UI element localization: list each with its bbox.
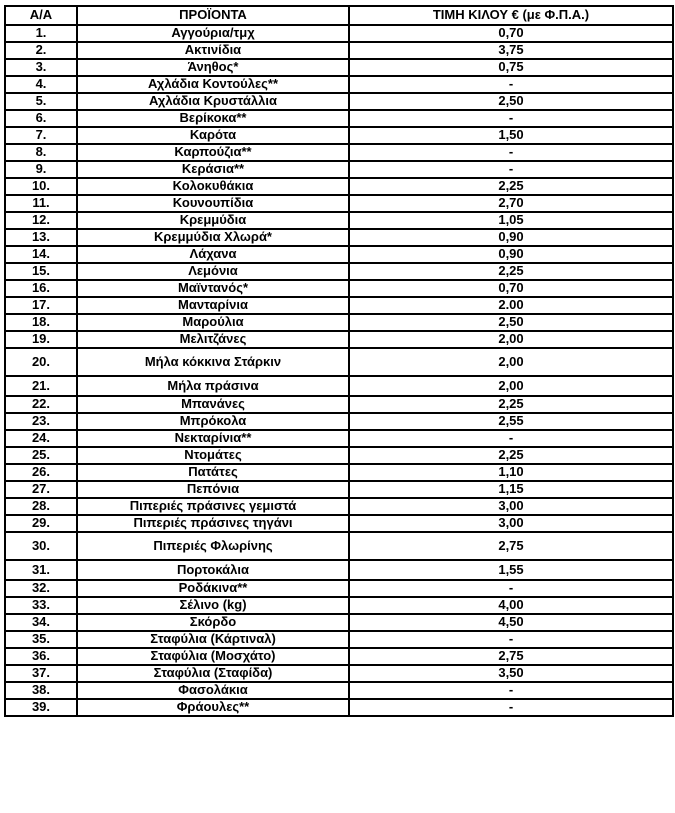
- table-row: [5, 314, 673, 331]
- cell-index: 8.: [5, 144, 77, 161]
- table-row: [5, 42, 673, 59]
- cell-product: Μπανάνες: [77, 396, 349, 413]
- cell-index: 36.: [5, 648, 77, 665]
- table-row: [5, 464, 673, 481]
- cell-price: -: [349, 631, 673, 648]
- table-row: [5, 229, 673, 246]
- cell-index: 33.: [5, 597, 77, 614]
- table-row: [5, 376, 673, 396]
- cell-index: 12.: [5, 212, 77, 229]
- cell-product: Μελιτζάνες: [77, 331, 349, 348]
- cell-price: 2,70: [349, 195, 673, 212]
- cell-index: 2.: [5, 42, 77, 59]
- cell-product: Σταφύλια (Κάρτιναλ): [77, 631, 349, 648]
- cell-price: 2,25: [349, 263, 673, 280]
- cell-price: 4,50: [349, 614, 673, 631]
- cell-price: 2,25: [349, 447, 673, 464]
- cell-product: Βερίκοκα**: [77, 110, 349, 127]
- cell-price: 1,10: [349, 464, 673, 481]
- cell-price: 2,50: [349, 93, 673, 110]
- cell-product: Φασολάκια: [77, 682, 349, 699]
- cell-price: 1,50: [349, 127, 673, 144]
- header-row: [5, 6, 673, 25]
- cell-index: 14.: [5, 246, 77, 263]
- cell-index: 11.: [5, 195, 77, 212]
- table-row: [5, 481, 673, 498]
- cell-price: 0,70: [349, 25, 673, 42]
- cell-index: 9.: [5, 161, 77, 178]
- cell-index: 38.: [5, 682, 77, 699]
- cell-product: Μήλα κόκκινα Στάρκιν: [77, 348, 349, 376]
- cell-price: 3,50: [349, 665, 673, 682]
- cell-index: 3.: [5, 59, 77, 76]
- cell-index: 10.: [5, 178, 77, 195]
- cell-product: Ντομάτες: [77, 447, 349, 464]
- cell-product: Σταφύλια (Σταφίδα): [77, 665, 349, 682]
- cell-price: 4,00: [349, 597, 673, 614]
- cell-index: 17.: [5, 297, 77, 314]
- cell-price: 0,75: [349, 59, 673, 76]
- cell-price: -: [349, 144, 673, 161]
- cell-index: 20.: [5, 348, 77, 376]
- cell-price: -: [349, 161, 673, 178]
- cell-index: 35.: [5, 631, 77, 648]
- table-row: [5, 59, 673, 76]
- cell-product: Αχλάδια Κοντούλες**: [77, 76, 349, 93]
- cell-product: Κρεμμύδια Χλωρά*: [77, 229, 349, 246]
- cell-index: 16.: [5, 280, 77, 297]
- column-header-price: ΤΙΜΗ ΚΙΛΟΥ € (με Φ.Π.Α.): [349, 6, 673, 25]
- cell-product: Αχλάδια Κρυστάλλια: [77, 93, 349, 110]
- cell-product: Κεράσια**: [77, 161, 349, 178]
- cell-price: 1,55: [349, 560, 673, 580]
- cell-index: 21.: [5, 376, 77, 396]
- cell-price: 2,00: [349, 376, 673, 396]
- cell-index: 30.: [5, 532, 77, 560]
- table-row: [5, 665, 673, 682]
- cell-price: -: [349, 699, 673, 716]
- cell-price: 2,75: [349, 648, 673, 665]
- cell-index: 27.: [5, 481, 77, 498]
- table-row: [5, 580, 673, 597]
- table-row: [5, 430, 673, 447]
- column-header-product: ΠΡΟΪΟΝΤΑ: [77, 6, 349, 25]
- cell-price: -: [349, 430, 673, 447]
- cell-product: Αγγούρια/τμχ: [77, 25, 349, 42]
- cell-product: Λάχανα: [77, 246, 349, 263]
- cell-product: Πιπεριές πράσινες τηγάνι: [77, 515, 349, 532]
- cell-index: 32.: [5, 580, 77, 597]
- cell-price: 3,75: [349, 42, 673, 59]
- cell-price: 2,75: [349, 532, 673, 560]
- table-row: [5, 25, 673, 42]
- cell-price: 2,00: [349, 348, 673, 376]
- cell-price: 2,25: [349, 178, 673, 195]
- cell-price: 2,00: [349, 331, 673, 348]
- cell-index: 1.: [5, 25, 77, 42]
- cell-product: Σέλινο (kg): [77, 597, 349, 614]
- cell-product: Μήλα πράσινα: [77, 376, 349, 396]
- cell-product: Πεπόνια: [77, 481, 349, 498]
- table-row: [5, 597, 673, 614]
- cell-product: Κρεμμύδια: [77, 212, 349, 229]
- cell-product: Ροδάκινα**: [77, 580, 349, 597]
- cell-price: 2.00: [349, 297, 673, 314]
- cell-price: 1,15: [349, 481, 673, 498]
- cell-product: Πατάτες: [77, 464, 349, 481]
- table-row: [5, 110, 673, 127]
- cell-index: 28.: [5, 498, 77, 515]
- table-row: [5, 178, 673, 195]
- cell-product: Μαϊντανός*: [77, 280, 349, 297]
- cell-index: 39.: [5, 699, 77, 716]
- table-header: [5, 6, 673, 25]
- cell-price: -: [349, 682, 673, 699]
- table-row: [5, 498, 673, 515]
- table-row: [5, 699, 673, 716]
- cell-price: -: [349, 110, 673, 127]
- cell-price: 0,90: [349, 246, 673, 263]
- table-row: [5, 280, 673, 297]
- table-row: [5, 560, 673, 580]
- cell-index: 26.: [5, 464, 77, 481]
- cell-product: Μανταρίνια: [77, 297, 349, 314]
- cell-price: 0,70: [349, 280, 673, 297]
- table-row: [5, 161, 673, 178]
- column-header-index: Α/Α: [5, 6, 77, 25]
- table-row: [5, 348, 673, 376]
- cell-index: 29.: [5, 515, 77, 532]
- cell-product: Πιπεριές πράσινες γεμιστά: [77, 498, 349, 515]
- cell-price: 2,50: [349, 314, 673, 331]
- table-row: [5, 127, 673, 144]
- cell-index: 19.: [5, 331, 77, 348]
- cell-index: 34.: [5, 614, 77, 631]
- cell-product: Κολοκυθάκια: [77, 178, 349, 195]
- cell-index: 23.: [5, 413, 77, 430]
- cell-index: 6.: [5, 110, 77, 127]
- table-row: [5, 331, 673, 348]
- cell-index: 4.: [5, 76, 77, 93]
- table-row: [5, 297, 673, 314]
- cell-price: 0,90: [349, 229, 673, 246]
- cell-index: 13.: [5, 229, 77, 246]
- cell-index: 18.: [5, 314, 77, 331]
- cell-product: Ακτινίδια: [77, 42, 349, 59]
- cell-index: 22.: [5, 396, 77, 413]
- table-row: [5, 93, 673, 110]
- cell-index: 24.: [5, 430, 77, 447]
- table-row: [5, 246, 673, 263]
- cell-product: Νεκταρίνια**: [77, 430, 349, 447]
- cell-price: 3,00: [349, 515, 673, 532]
- table-row: [5, 532, 673, 560]
- cell-product: Φράουλες**: [77, 699, 349, 716]
- cell-price: 2,25: [349, 396, 673, 413]
- table-body: [5, 25, 673, 716]
- cell-product: Άνηθος*: [77, 59, 349, 76]
- table-row: [5, 614, 673, 631]
- cell-product: Σταφύλια (Μοσχάτο): [77, 648, 349, 665]
- cell-index: 7.: [5, 127, 77, 144]
- table-row: [5, 76, 673, 93]
- cell-product: Καρότα: [77, 127, 349, 144]
- table-row: [5, 144, 673, 161]
- cell-price: 1,05: [349, 212, 673, 229]
- table-row: [5, 263, 673, 280]
- cell-index: 37.: [5, 665, 77, 682]
- price-table: [4, 5, 674, 717]
- cell-price: 3,00: [349, 498, 673, 515]
- cell-index: 31.: [5, 560, 77, 580]
- cell-index: 25.: [5, 447, 77, 464]
- cell-index: 15.: [5, 263, 77, 280]
- table-row: [5, 447, 673, 464]
- table-row: [5, 648, 673, 665]
- cell-product: Κουνουπίδια: [77, 195, 349, 212]
- cell-product: Λεμόνια: [77, 263, 349, 280]
- cell-product: Μαρούλια: [77, 314, 349, 331]
- table-row: [5, 631, 673, 648]
- cell-product: Σκόρδο: [77, 614, 349, 631]
- cell-price: -: [349, 76, 673, 93]
- cell-price: 2,55: [349, 413, 673, 430]
- table-row: [5, 212, 673, 229]
- cell-product: Πορτοκάλια: [77, 560, 349, 580]
- cell-price: -: [349, 580, 673, 597]
- cell-index: 5.: [5, 93, 77, 110]
- cell-product: Καρπούζια**: [77, 144, 349, 161]
- table-row: [5, 682, 673, 699]
- table-row: [5, 396, 673, 413]
- table-row: [5, 515, 673, 532]
- table-row: [5, 195, 673, 212]
- cell-product: Πιπεριές Φλωρίνης: [77, 532, 349, 560]
- table-row: [5, 413, 673, 430]
- cell-product: Μπρόκολα: [77, 413, 349, 430]
